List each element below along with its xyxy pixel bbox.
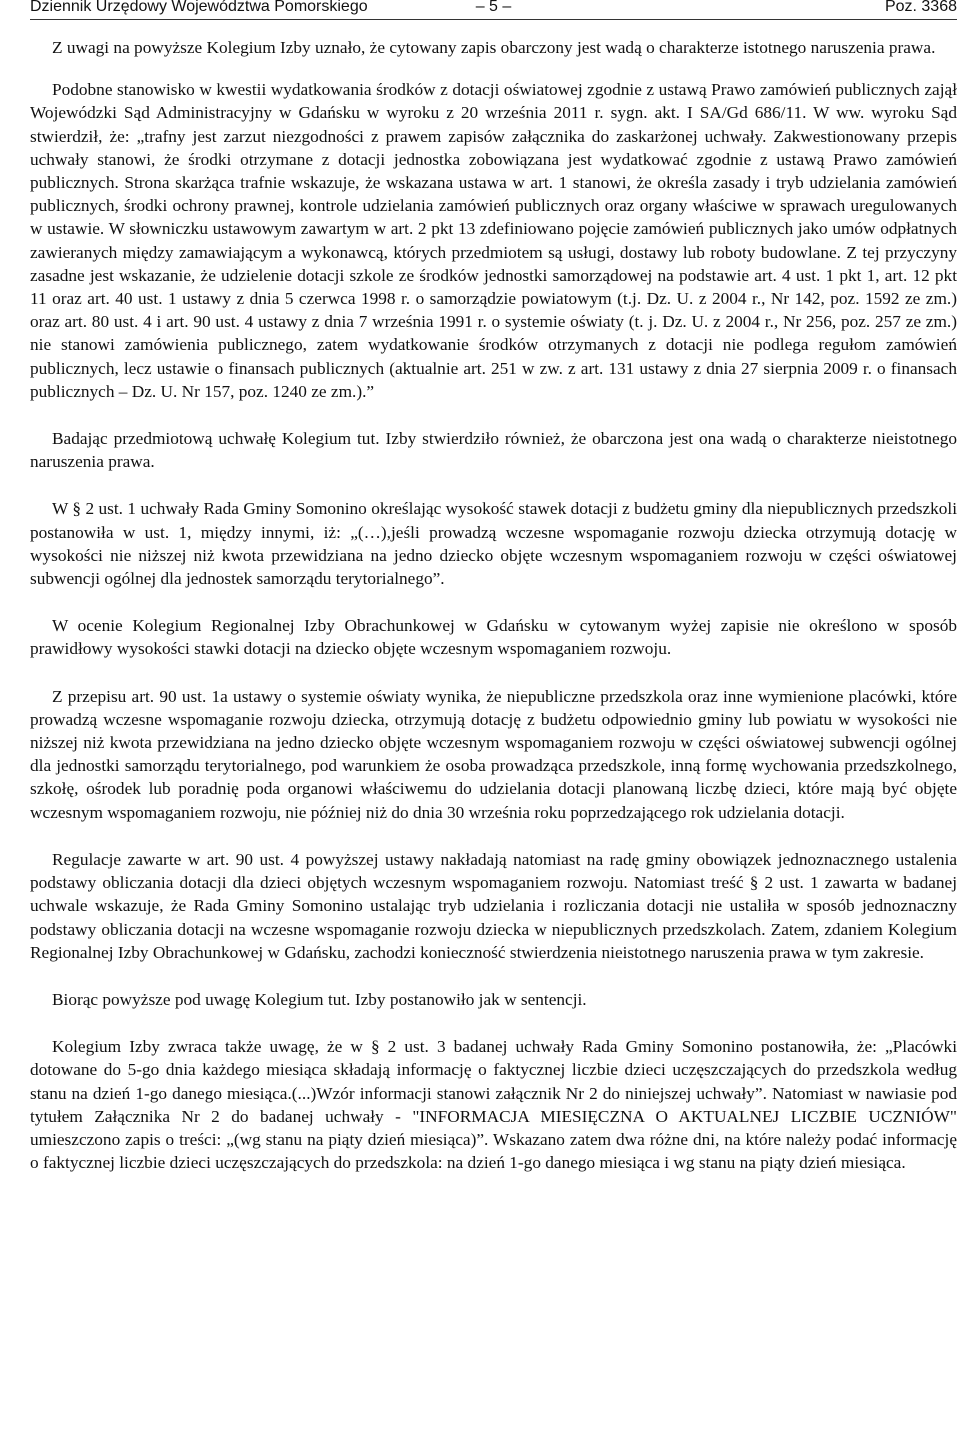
paragraph-6: Z przepisu art. 90 ust. 1a ustawy o systemie oświaty wynika, że niepubliczne przedszkola oraz inne wymienione placówki, które prowadzą wczesne wspomaganie rozwoju dziecka, otrzymują dotację z budżetu odpowiednio gminy lub powiatu w wysokości nie niższej niż kwota przewidziana na jedno dziecko objęte wczesnym wspomaganiem rozwoju w części oświatowej subwencji ogólnej dla jednostki samorządu terytorialnego, pod warunkiem że osoba prowadząca przedszkole, inną formę wychowania przedszkolnego, szkołę, ośrodek lub poradnię poda organowi właściwemu do udzielania dotacji planowaną liczbę dzieci, które mają być objęte wczesnym wspomaganiem rozwoju, nie później niż do dnia 30 września roku poprzedzającego rok udzielania dotacji. [30,686,957,822]
paragraph-9: Kolegium Izby zwraca także uwagę, że w § 2 ust. 3 badanej uchwały Rada Gminy Somonino postanowiła, że: „Placówki dotowane do 5-go dnia każdego miesiąca składają informację o faktycznej liczbie dzieci uczęszczających do przedszkola według stanu na dzień 1-go danego miesiąca.(...)Wzór informacji stanowi załącznik Nr 2 do niniejszej uchwały”. Natomiast w nawiasie pod tytułem Załącznika Nr 2 do badanej uchwały - "INFORMACJA MIESIĘCZNA O AKTUALNEJ LICZBIE UCZNIÓW" umieszczono zapis o treści: „(wg stanu na piąty dzień miesiąca)”. Wskazano zatem dwa różne dni, na które należy podać informację o faktycznej liczbie dzieci uczęszczających do przedszkola: na dzień 1-go danego miesiąca i wg stanu na piąty dzień miesiąca. [30,1037,957,1173]
document-page [30,0,957,1174]
paragraph-5: W ocenie Kolegium Regionalnej Izby Obrachunkowej w Gdańsku w cytowanym wyżej zapisie nie określono w sposób prawidłowy wysokości stawki dotacji na dziecko objęte wczesnym wspomaganiem rozwoju. [30,616,957,659]
paragraph-7: Regulacje zawarte w art. 90 ust. 4 powyższej ustawy nakładają natomiast na radę gminy obowiązek jednoznacznego ustalenia podstawy obliczania dotacji dla dzieci objętych wczesnym wspomaganiem rozwoju. Natomiast treść § 2 ust. 1 zawarta w badanej uchwale wskazuje, że Rada Gminy Somonino ustalając tryb udzielania i rozliczania dotacji nie ustaliła w sposób jednoznaczny podstawy obliczania dotacji na wczesne wspomaganie rozwoju dziecka w niepublicznych przedszkolach. Zatem, zdaniem Kolegium Regionalnej Izby Obrachunkowej w Gdańsku, zachodzi konieczność stwierdzenia nieistotnego naruszenia prawa w tym zakresie. [30,849,957,962]
journal-title: Dziennik Urzędowy Województwa Pomorskiego [30,0,368,15]
paragraph-3: Badając przedmiotową uchwałę Kolegium tut. Izby stwierdziło również, że obarczona jest ona wadą o charakterze nieistotnego naruszenia prawa. [30,429,957,472]
paragraph-8: Biorąc powyższe pod uwagę Kolegium tut. Izby postanowiło jak w sentencji. [52,989,587,1009]
page-number: – 5 – [475,0,512,15]
paragraph-1: Z uwagi na powyższe Kolegium Izby uznało, że cytowany zapis obarczony jest wadą o charakterze istotnego naruszenia prawa. [52,38,936,57]
paragraph-4: W § 2 ust. 1 uchwały Rada Gminy Somonino określając wysokość stawek dotacji z budżetu gminy dla niepublicznych przedszkoli postanowiła w ust. 1, między innymi, iż: „(…),jeśli prowadzą wczesne wspomaganie rozwoju dziecka otrzymują dotację w wysokości nie niższej niż kwota przewidziana na jedno dziecko objęte wczesnym wspomaganiem rozwoju w części oświatowej subwencji ogólnej dla jednostek samorządu terytorialnego”. [30,499,957,589]
position-number: Poz. 3368 [884,0,957,15]
page-header [30,0,957,20]
paragraph-2: Podobne stanowisko w kwestii wydatkowania środków z dotacji oświatowej zgodnie z ustawą Prawo zamówień publicznych zajął Wojewódzki Sąd Administracyjny w Gdańsku w wyroku z 20 września 2011 r. sygn. akt. I SA/Gd 686/11. W ww. wyroku Sąd stwierdził, że: „trafny jest zarzut niezgodności z prawem zapisów załącznika do zaskarżonej uchwały. Zakwestionowany przepis uchwały stanowi, że środki otrzymane z dotacji jednostka zobowiązana jest wydatkować zgodnie z ustawą Prawo zamówień publicznych. Strona skarżąca trafnie wskazuje, że wskazana ustawa w art. 1 stanowi, że określa zasady i tryb udzielania zamówień publicznych, środki ochrony prawnej, kontrole udzielania zamówień publicznych oraz organy właściwe w sprawach uregulowanych w ustawie. W słowniczku ustawowym zawartym w art. 2 pkt 13 zdefiniowano pojęcie zamówień publicznych jako umów odpłatnych zawieranych między zamawiającym a wykonawcą, których przedmiotem są usługi, dostawy lub roboty budowlane. Z tej przyczyny zasadne jest wskazanie, że udzielenie dotacji szkole ze środków jednostki samorządowej na podstawie art. 4 ust. 1 pkt 1, art. 12 pkt 11 oraz art. 40 ust. 1 ustawy z dnia 5 czerwca 1998 r. o samorządzie powiatowym (t.j. Dz. U. z 2004 r., Nr 142, poz. 1592 ze zm.) oraz art. 80 ust. 4 i art. 90 ust. 4 ustawy z dnia 7 września 1991 r. o systemie oświaty (t. j. Dz. U. z 2004 r., Nr 256, poz. 257 ze zm.) nie stanowi zamówienia publicznego, zatem wydatkowanie środków otrzymanych z dotacji nie podlega regułom zamówień publicznych, lecz ustawie o finansach publicznych (aktualnie art. 251 w zw. z art. 131 ustawy z dnia 27 sierpnia 2009 r. o finansach publicznych – Dz. U. Nr 157, poz. 1240 ze zm.).” [30,80,957,401]
